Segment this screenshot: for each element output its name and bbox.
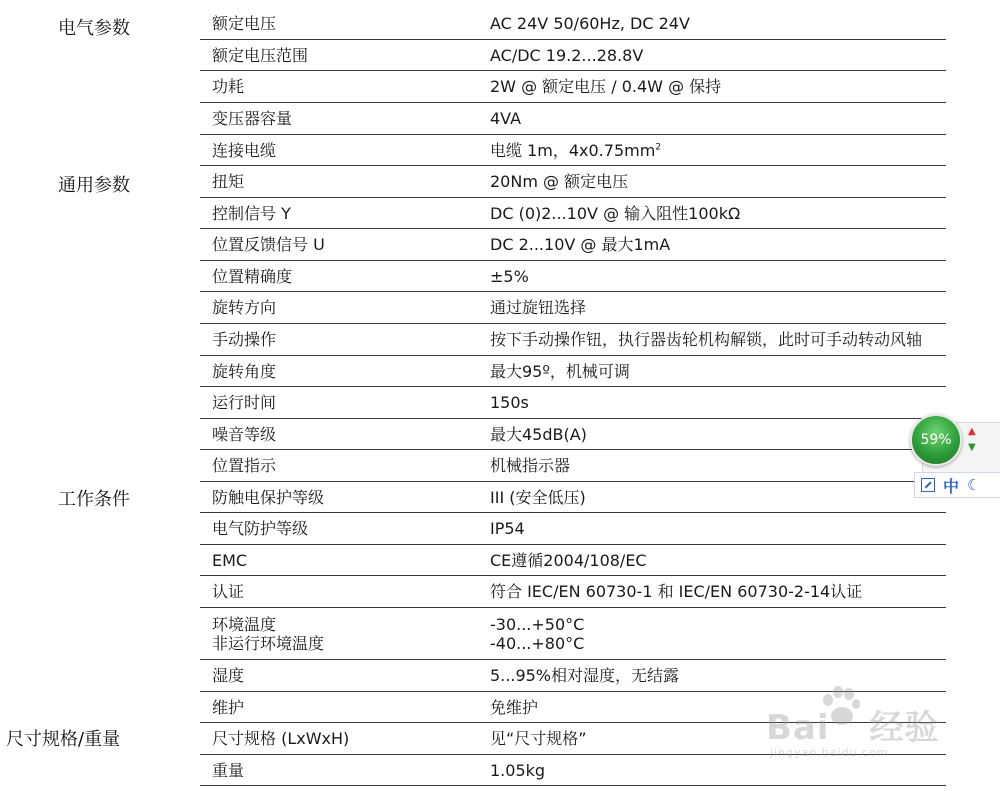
watermark-text: Bai 经验 bbox=[766, 708, 940, 748]
table-row bbox=[200, 261, 946, 292]
language-toggle-button[interactable]: 中 bbox=[943, 476, 960, 496]
table-row bbox=[200, 229, 946, 261]
row-label: 位置精确度 bbox=[212, 266, 293, 286]
table-row bbox=[200, 103, 946, 135]
row-label: 湿度 bbox=[212, 666, 245, 685]
row-value: DC 2...10V @ 最大1mA bbox=[490, 235, 671, 254]
baidu-watermark bbox=[766, 686, 956, 776]
row-label: 位置指示 bbox=[212, 456, 277, 475]
row-label: EMC bbox=[212, 550, 248, 570]
row-value: 见“尺寸规格” bbox=[490, 729, 587, 748]
row-label: 尺寸规格 (LxWxH) bbox=[212, 729, 350, 748]
arrow-up-icon: ▲ bbox=[968, 426, 976, 437]
expand-icon[interactable] bbox=[921, 478, 935, 492]
section-electrical: 电气参数 bbox=[58, 18, 130, 39]
table-row bbox=[200, 576, 946, 608]
row-value: AC/DC 19.2...28.8V bbox=[490, 45, 644, 65]
row-label: 噪音等级 bbox=[212, 424, 277, 444]
row-label: 扭矩 bbox=[212, 172, 245, 191]
section-general: 通用参数 bbox=[58, 175, 130, 196]
table-row bbox=[200, 71, 946, 103]
section-dimensions-weight: 尺寸规格/重量 bbox=[6, 729, 121, 750]
floating-widget[interactable] bbox=[910, 414, 1000, 500]
row-value: 150s bbox=[490, 393, 529, 412]
row-label: 额定电压范围 bbox=[212, 45, 309, 65]
moon-icon[interactable]: ☾ bbox=[967, 476, 981, 494]
table-row bbox=[200, 419, 946, 450]
row-label: 维护 bbox=[212, 697, 245, 717]
row-label: 功耗 bbox=[212, 77, 245, 96]
table-row bbox=[200, 482, 946, 513]
table-row bbox=[200, 324, 946, 356]
row-label: 防触电保护等级 bbox=[212, 487, 325, 507]
row-value: AC 24V 50/60Hz, DC 24V bbox=[490, 14, 690, 33]
row-label: 旋转角度 bbox=[212, 361, 277, 381]
table-row bbox=[200, 513, 946, 545]
row-label: 旋转方向 bbox=[212, 298, 277, 317]
row-label: 认证 bbox=[212, 582, 245, 601]
row-value: ±5% bbox=[490, 266, 529, 286]
row-label: 重量 bbox=[212, 760, 245, 780]
row-value: 1.05kg bbox=[490, 760, 546, 780]
row-label: 位置反馈信号 U bbox=[212, 235, 325, 254]
row-value: 5...95%相对湿度，无结露 bbox=[490, 666, 680, 685]
table-row bbox=[200, 8, 946, 40]
table-row bbox=[200, 356, 946, 387]
row-value: DC (0)2...10V @ 输入阻性100kΩ bbox=[490, 203, 741, 223]
row-value: 2W @ 额定电压 / 0.4W @ 保持 bbox=[490, 77, 722, 96]
table-row bbox=[200, 40, 946, 71]
row-value: -30...+50°C -40...+80°C bbox=[490, 614, 585, 653]
arrow-down-icon: ▼ bbox=[968, 442, 976, 453]
table-row bbox=[200, 545, 946, 576]
row-value: 免维护 bbox=[490, 697, 539, 717]
row-label: 运行时间 bbox=[212, 393, 277, 412]
row-label: 变压器容量 bbox=[212, 109, 293, 128]
table-row bbox=[200, 450, 946, 482]
table-row bbox=[200, 166, 946, 198]
table-row bbox=[200, 387, 946, 419]
row-value: 最大45dB(A) bbox=[490, 424, 587, 444]
row-value: III (安全低压) bbox=[490, 487, 586, 507]
row-value: 4VA bbox=[490, 109, 522, 128]
row-value: 20Nm @ 额定电压 bbox=[490, 172, 629, 191]
superscript: 2 bbox=[655, 142, 662, 153]
row-value: 符合 IEC/EN 60730-1 和 IEC/EN 60730-2-14认证 bbox=[490, 582, 863, 601]
row-label: 控制信号 Y bbox=[212, 203, 291, 223]
row-label: 环境温度 非运行环境温度 bbox=[212, 614, 325, 653]
row-value: IP54 bbox=[490, 519, 525, 538]
row-value: CE遵循2004/108/EC bbox=[490, 550, 647, 570]
row-value: 最大95º，机械可调 bbox=[490, 361, 630, 381]
table-row bbox=[200, 135, 946, 166]
row-label: 额定电压 bbox=[212, 14, 277, 33]
table-row bbox=[200, 608, 946, 660]
watermark-url: jingyan.baidu.com bbox=[770, 746, 889, 759]
row-value: 按下手动操作钮，执行器齿轮机构解锁，此时可手动转动风轴 bbox=[490, 330, 923, 349]
row-value: 机械指示器 bbox=[490, 456, 571, 475]
widget-toolbar bbox=[914, 472, 1000, 498]
section-operating-conditions: 工作条件 bbox=[58, 489, 130, 510]
row-label: 电气防护等级 bbox=[212, 519, 309, 538]
row-label: 连接电缆 bbox=[212, 140, 277, 160]
memory-ball-button[interactable]: 59% bbox=[910, 414, 962, 466]
table-row bbox=[200, 198, 946, 229]
table-row bbox=[200, 292, 946, 324]
row-value: 通过旋钮选择 bbox=[490, 298, 587, 317]
row-label: 手动操作 bbox=[212, 330, 277, 349]
row-value: 电缆 1m，$4x0.75mm^2$ bbox=[490, 140, 662, 160]
